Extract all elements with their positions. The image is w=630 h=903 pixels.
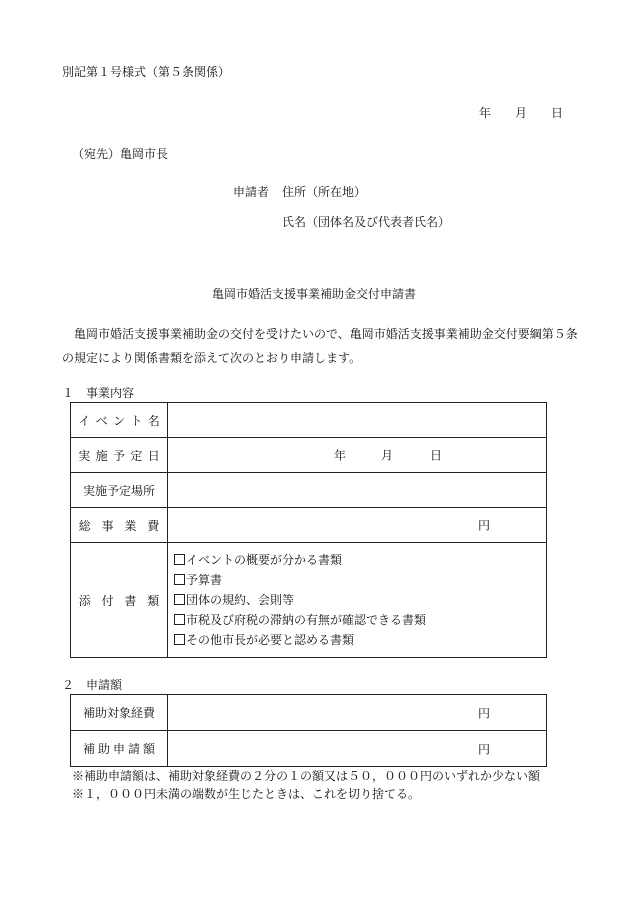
request-amount-label: 補助申請額 [71,731,168,767]
checkbox-icon[interactable] [174,554,185,565]
event-name-field[interactable] [168,403,547,438]
row-eligible-cost [71,695,547,731]
event-name-label: イベント名 [71,403,168,438]
note-1: ※補助申請額は、補助対象経費の２分の１の額又は５０，０００円のいずれか少ない額 [72,769,541,783]
form-number: 別記第１号様式（第５条関係） [62,65,231,79]
application-statement: 亀岡市婚活支援事業補助金の交付を受けたいので、亀岡市婚活支援事業補助金交付要綱第５条の規定により関係書類を添えて次のとおり申請します。 [62,327,578,365]
event-day-label: 日 [430,448,443,463]
attachment-item[interactable]: 市税及び府税の滞納の有無が確認できる書類 [174,610,546,630]
request-amount-unit: 円 [477,742,490,756]
eligible-cost-field[interactable] [168,695,547,731]
applicant-address-label: 住所（所在地） [282,185,367,199]
attachment-item[interactable]: その他市長が必要と認める書類 [174,630,546,650]
checkbox-icon[interactable] [174,594,185,605]
total-cost-label: 総事業費 [71,508,168,543]
section1-heading: １ 事業内容 [62,386,135,400]
document-title: 亀岡市婚活支援事業補助金交付申請書 [212,287,417,301]
row-place [71,473,547,508]
event-month-label: 月 [381,448,394,463]
attachment-item[interactable]: 予算書 [174,570,546,590]
checkbox-icon[interactable] [174,614,185,625]
date-year-label: 年 [479,106,492,120]
place-label: 実施予定場所 [71,473,168,508]
checkbox-icon[interactable] [174,634,185,645]
row-attachments [71,543,547,658]
total-cost-unit: 円 [477,518,490,533]
checkbox-icon[interactable] [174,574,185,585]
event-year-label: 年 [334,448,347,463]
row-request-amount [71,731,547,767]
eligible-cost-unit: 円 [477,706,490,720]
addressee: （宛先）亀岡市長 [72,147,169,161]
request-amount-field[interactable] [168,731,547,767]
attachments-label: 添付書類 [71,543,168,658]
date-label: 実施予定日 [71,438,168,473]
section2-heading: ２ 申請額 [62,678,123,692]
applicant-label: 申請者 [233,185,270,199]
attachments-list [168,543,546,657]
business-content-table [70,402,547,658]
date-month-label: 月 [515,106,528,120]
date-day-label: 日 [551,106,564,120]
row-date [71,438,547,473]
attachment-item[interactable]: イベントの概要が分かる書類 [174,550,546,570]
applicant-name-label: 氏名（団体名及び代表者氏名） [282,215,451,229]
eligible-cost-label: 補助対象経費 [71,695,168,731]
note-2: ※１，０００円未満の端数が生じたときは、これを切り捨てる。 [72,787,421,801]
total-cost-field[interactable] [168,508,547,543]
date-field[interactable] [168,438,547,473]
attachment-item[interactable]: 団体の規約、会則等 [174,590,546,610]
row-event-name [71,403,547,438]
request-amount-table [70,694,547,767]
row-total-cost [71,508,547,543]
place-field[interactable] [168,473,547,508]
attachments-field [168,543,547,658]
